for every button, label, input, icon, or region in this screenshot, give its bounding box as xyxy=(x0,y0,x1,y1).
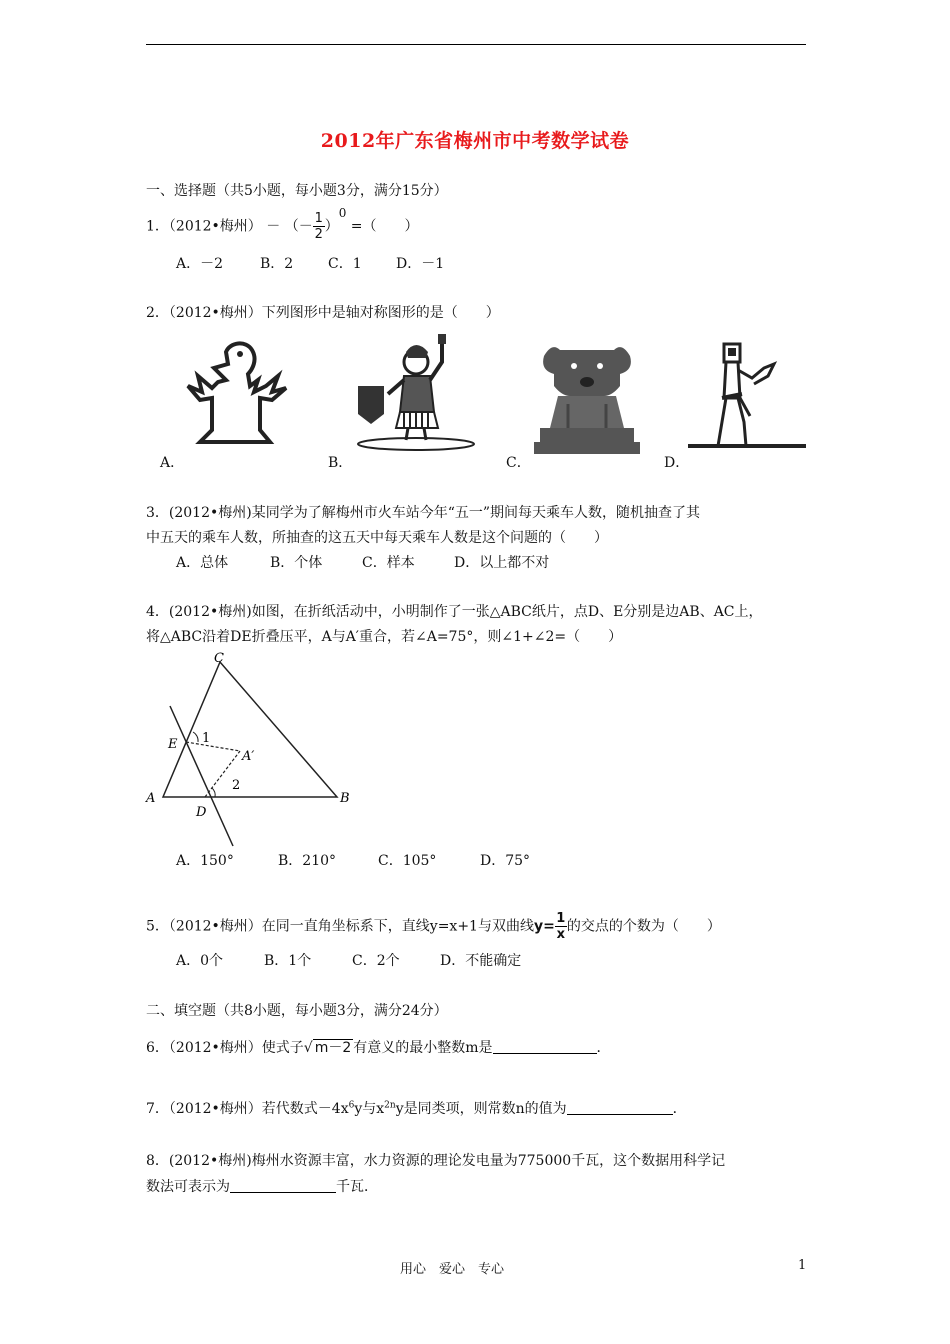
question-1 xyxy=(146,205,419,242)
q5-text-end: 的交点的个数为（ ） xyxy=(566,918,721,935)
q4-option-d: D．75° xyxy=(480,853,531,869)
question-5 xyxy=(146,912,721,941)
q1-option-b: B．2 xyxy=(260,256,294,272)
question-8-line-2 xyxy=(146,1176,378,1196)
page-number: 1 xyxy=(798,1258,807,1273)
q4-option-a: A．150° xyxy=(176,853,234,869)
q7-prefix: 7．（2012•梅州）若代数式－4x xyxy=(146,1101,349,1117)
question-4-line-2: 将△ABC沿着DE折叠压平，A与A′重合，若∠A=75°，则∠1+∠2=（ ） xyxy=(146,629,623,645)
q1-paren-open: （－ xyxy=(284,218,313,235)
section-1-heading: 一、选择题（共5小题，每小题3分，满分15分） xyxy=(146,183,448,199)
q6-prefix: 6．（2012•梅州）使式子 xyxy=(146,1040,304,1056)
q2-figure-d xyxy=(688,342,806,454)
q5-option-d: D．不能确定 xyxy=(440,953,522,969)
question-2: 2．（2012•梅州）下列图形中是轴对称图形的是（ ） xyxy=(146,305,500,321)
q5-option-a: A．0个 xyxy=(176,953,224,969)
question-7 xyxy=(146,1098,687,1118)
q7-sup-1: 6 xyxy=(348,1100,355,1111)
q7-sup-2: 2n xyxy=(384,1100,396,1111)
exam-title: 2012年广东省梅州市中考数学试卷 xyxy=(320,130,630,152)
q1-paren-close: ） xyxy=(324,218,339,235)
q2-option-b: B． xyxy=(328,455,353,471)
q5-frac-denominator: x xyxy=(556,927,566,942)
q8-answer-blank[interactable] xyxy=(230,1178,336,1193)
q7-mid-1: y与x xyxy=(354,1101,385,1117)
q2-option-c: C． xyxy=(506,455,531,471)
q1-frac-denominator: 2 xyxy=(314,227,323,242)
q5-frac-numerator: 1 xyxy=(556,911,566,926)
q2-option-a: A． xyxy=(160,455,185,471)
q3-option-d: D．以上都不对 xyxy=(454,555,550,571)
q2-option-d: D． xyxy=(664,455,690,471)
q6-end: ． xyxy=(596,1040,611,1056)
q2-figure-c xyxy=(532,340,644,458)
q1-option-a: A．－2 xyxy=(176,256,224,272)
q8-prefix: 数法可表示为 xyxy=(146,1179,230,1195)
q4-label-a-prime: A′ xyxy=(242,749,255,764)
q1-option-d: D．－1 xyxy=(396,256,445,272)
q3-option-a: A．总体 xyxy=(176,555,229,571)
q4-label-d: D xyxy=(196,805,207,820)
q4-option-c: C．105° xyxy=(378,853,437,869)
q5-y-eq: y= xyxy=(533,918,555,935)
section-2-heading: 二、填空题（共8小题，每小题3分，满分24分） xyxy=(146,1003,448,1019)
q4-label-b: B xyxy=(340,791,350,806)
q4-label-c: C xyxy=(214,651,224,666)
q4-label-1: 1 xyxy=(202,731,211,746)
q7-end: ． xyxy=(672,1101,687,1117)
q6-sqrt: √ m－2 xyxy=(303,1040,352,1056)
q6-radicand: m－2 xyxy=(314,1040,352,1056)
q8-suffix: 千瓦． xyxy=(336,1179,378,1195)
q3-option-c: C．样本 xyxy=(362,555,415,571)
header-rule xyxy=(146,44,806,45)
q5-option-b: B．1个 xyxy=(264,953,312,969)
q4-triangle-figure xyxy=(140,644,360,850)
q4-label-2: 2 xyxy=(232,778,241,793)
q5-text: 5．（2012•梅州）在同一直角坐标系下，直线y=x+1与双曲线 xyxy=(146,918,534,935)
q1-exponent: 0 xyxy=(338,205,347,220)
q4-label-e: E xyxy=(168,737,178,752)
q7-mid-2: y是同类项，则常数n的值为 xyxy=(395,1101,567,1117)
q1-prefix: 1．（2012•梅州） xyxy=(146,218,262,235)
q7-answer-blank[interactable] xyxy=(567,1100,673,1115)
question-4-line-1: 4．(2012•梅州)如图，在折纸活动中，小明制作了一张△ABC纸片，点D、E分别是边AB、AC上， xyxy=(146,604,763,620)
q6-answer-blank[interactable] xyxy=(493,1039,597,1054)
footer-center-text: 用心 爱心 专心 xyxy=(400,1262,505,1277)
q1-frac-numerator: 1 xyxy=(314,211,323,226)
q1-option-c: C．1 xyxy=(328,256,362,272)
q2-figure-a xyxy=(186,336,302,452)
q5-fraction xyxy=(555,912,567,941)
q3-option-b: B．个体 xyxy=(270,555,323,571)
question-3-line-1: 3．(2012•梅州)某同学为了解梅州市火车站今年“五一”期间每天乘车人数，随机抽查了其 xyxy=(146,505,701,521)
q5-option-c: C．2个 xyxy=(352,953,400,969)
q6-suffix: 有意义的最小整数m是 xyxy=(353,1040,493,1056)
q1-minus: － xyxy=(266,218,281,235)
question-6 xyxy=(146,1037,611,1057)
q4-option-b: B．210° xyxy=(278,853,337,869)
question-8-line-1: 8．(2012•梅州)梅州水资源丰富，水力资源的理论发电量为775000千瓦，这个数据用科学记 xyxy=(146,1153,726,1169)
q1-suffix: =（ ） xyxy=(350,218,419,235)
q2-figure-b xyxy=(354,332,478,456)
question-3-line-2: 中五天的乘车人数，所抽查的这五天中每天乘车人数是这个问题的（ ） xyxy=(146,530,608,546)
q1-fraction xyxy=(313,212,325,241)
q4-label-a: A xyxy=(146,791,156,806)
